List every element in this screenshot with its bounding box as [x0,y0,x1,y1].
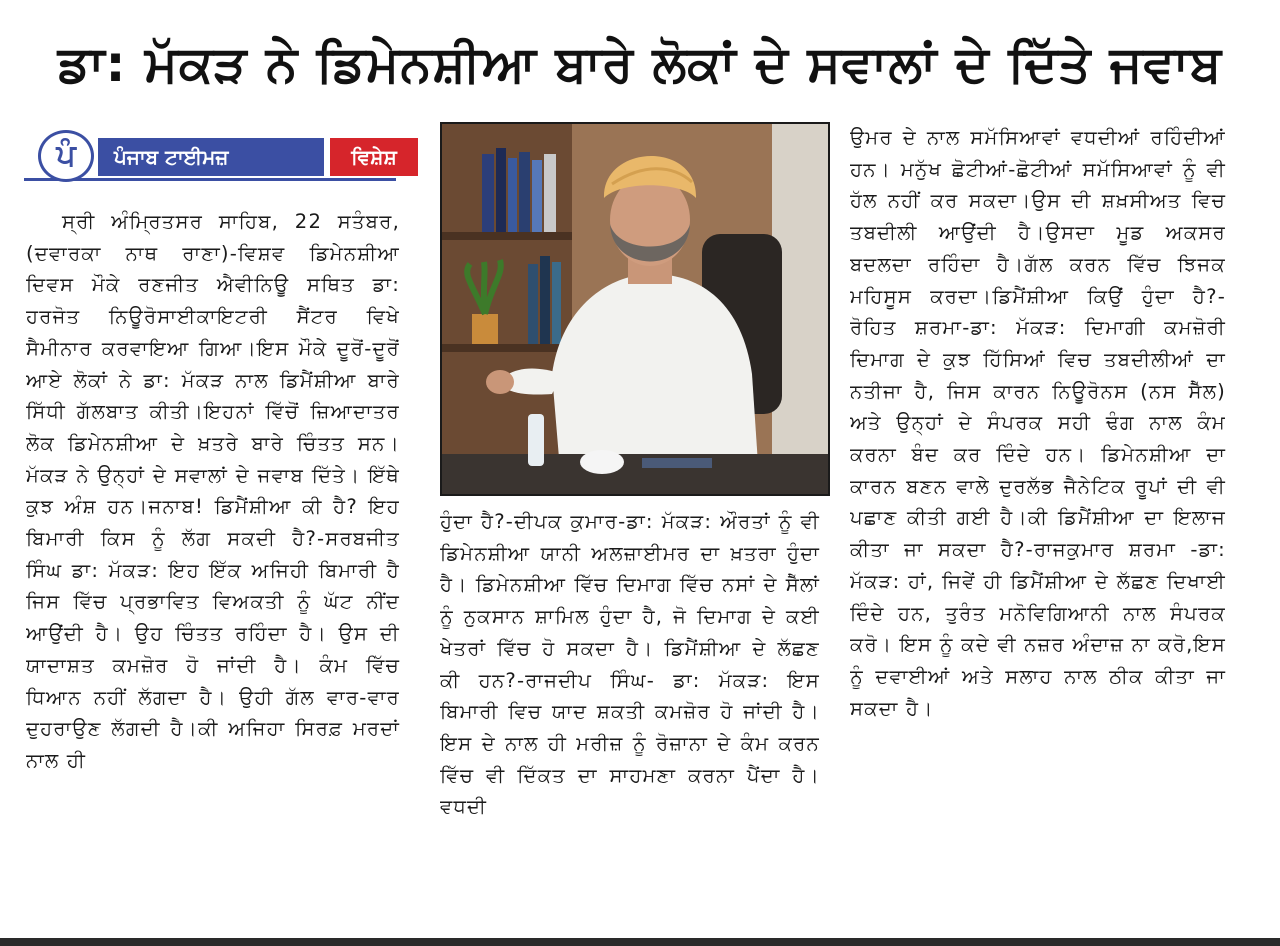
shelf-board [442,344,572,352]
article-text-column-1: ਸ੍ਰੀ ਅੰਮ੍ਰਿਤਸਰ ਸਾਹਿਬ, 22 ਸਤੰਬਰ, (ਦਵਾਰਕਾ ਨਾਥ ਰਾਣਾ)-ਵਿਸ਼ਵ ਡਿਮੇਨਸ਼ੀਆ ਦਿਵਸ ਮੌਕੇ ਰਣਜੀਤ ਐਵੀਨਿਊ ਸਥਿਤ ਡਾ: ਹਰਜੋਤ ਨਿਊਰੋਸਾਈਕਾਇਟਰੀ ਸੈਂਟਰ ਵਿਖੇ ਸੈਮੀਨਾਰ ਕਰਵਾਇਆ ਗਿਆ।ਇਸ ਮੌਕੇ ਦੂਰੋਂ-ਦੂਰੋਂ ਆਏ ਲੋਕਾਂ ਨੇ ਡਾ: ਮੱਕੜ ਨਾਲ ਡਿਮੈਂਸ਼ੀਆ ਬਾਰੇ ਸਿੱਧੀ ਗੱਲਬਾਤ ਕੀਤੀ।ਇਹਨਾਂ ਵਿੱਚੋਂ ਜ਼ਿਆਦਾਤਰ ਲੋਕ ਡਿਮੇਨਸ਼ੀਆ ਦੇ ਖ਼ਤਰੇ ਬਾਰੇ ਚਿੰਤਤ ਸਨ।ਮੱਕੜ ਨੇ ਉਨ੍ਹਾਂ ਦੇ ਸਵਾਲਾਂ ਦੇ ਜਵਾਬ ਦਿੱਤੇ। ਇੱਥੇ ਕੁਝ ਅੰਸ਼ ਹਨ।ਜਨਾਬ! ਡਿਮੈਂਸ਼ੀਆ ਕੀ ਹੈ? ਇਹ ਬਿਮਾਰੀ ਕਿਸ ਨੂੰ ਲੱਗ ਸਕਦੀ ਹੈ?-ਸਰਬਜੀਤ ਸਿੰਘ ਡਾ: ਮੱਕੜ: ਇਹ ਇੱਕ ਅਜਿਹੀ ਬਿਮਾਰੀ ਹੈ ਜਿਸ ਵਿੱਚ ਪ੍ਰਭਾਵਿਤ ਵਿਅਕਤੀ ਨੂੰ ਘੱਟ ਨੀਂਦ ਆਉਂਦੀ ਹੈ। ਉਹ ਚਿੰਤਤ ਰਹਿੰਦਾ ਹੈ। ਉਸ ਦੀ ਯਾਦਾਸ਼ਤ ਕਮਜ਼ੋਰ ਹੋ ਜਾਂਦੀ ਹੈ। ਕੰਮ ਵਿੱਚ ਧਿਆਨ ਨਹੀਂ ਲੱਗਦਾ ਹੈ। ਉਹੀ ਗੱਲ ਵਾਰ-ਵਾਰ ਦੁਹਰਾਉਣ ਲੱਗਦੀ ਹੈ।ਕੀ ਅਜਿਹਾ ਸਿਰਫ਼ ਮਰਦਾਂ ਨਾਲ ਹੀ [26,210,400,772]
desk [442,454,828,494]
book [528,264,538,344]
book [482,154,494,232]
book [496,148,506,232]
article-column-2 [440,506,820,938]
doctor-photo [440,122,830,496]
book [508,158,517,232]
doctor-photo-illustration [442,124,828,494]
article-column-3 [850,122,1226,938]
sanitizer-bottle [528,414,544,466]
publication-name: ਪੰਜਾਬ ਟਾਈਮਜ਼ [98,138,324,176]
bottom-rule [0,938,1280,946]
plant-pot [472,314,498,344]
article-text-column-3: ਉਮਰ ਦੇ ਨਾਲ ਸਮੱਸਿਆਵਾਂ ਵਧਦੀਆਂ ਰਹਿੰਦੀਆਂ ਹਨ। ਮਨੁੱਖ ਛੋਟੀਆਂ-ਛੋਟੀਆਂ ਸਮੱਸਿਆਵਾਂ ਨੂੰ ਵੀ ਹੱਲ ਨਹੀਂ ਕਰ ਸਕਦਾ।ਉਸ ਦੀ ਸ਼ਖ਼ਸੀਅਤ ਵਿਚ ਤਬਦੀਲੀ ਆਉਂਦੀ ਹੈ।ਉਸਦਾ ਮੂਡ ਅਕਸਰ ਬਦਲਦਾ ਰਹਿੰਦਾ ਹੈ।ਗੱਲ ਕਰਨ ਵਿੱਚ ਝਿਜਕ ਮਹਿਸੂਸ ਕਰਦਾ।ਡਿਮੈਂਸ਼ੀਆ ਕਿਉਂ ਹੁੰਦਾ ਹੈ?-ਰੋਹਿਤ ਸ਼ਰਮਾ-ਡਾ: ਮੱਕੜ: ਦਿਮਾਗੀ ਕਮਜ਼ੋਰੀ ਦਿਮਾਗ ਦੇ ਕੁਝ ਹਿੱਸਿਆਂ ਵਿਚ ਤਬਦੀਲੀਆਂ ਦਾ ਨਤੀਜਾ ਹੈ, ਜਿਸ ਕਾਰਨ ਨਿਊਰੋਨਸ (ਨਸ ਸੈੱਲ) ਅਤੇ ਉਨ੍ਹਾਂ ਦੇ ਸੰਪਰਕ ਸਹੀ ਢੰਗ ਨਾਲ ਕੰਮ ਕਰਨਾ ਬੰਦ ਕਰ ਦਿੰਦੇ ਹਨ। ਡਿਮੇਨਸ਼ੀਆ ਦਾ ਕਾਰਨ ਬਣਨ ਵਾਲੇ ਦੁਰਲੱਭ ਜੈਨੇਟਿਕ ਰੂਪਾਂ ਦੀ ਵੀ ਪਛਾਣ ਕੀਤੀ ਗਈ ਹੈ।ਕੀ ਡਿਮੈਂਸ਼ੀਆ ਦਾ ਇਲਾਜ ਕੀਤਾ ਜਾ ਸਕਦਾ ਹੈ?-ਰਾਜਕੁਮਾਰ ਸ਼ਰਮਾ -ਡਾ: ਮੱਕੜ: ਹਾਂ, ਜਿਵੇਂ ਹੀ ਡਿਮੈਂਸ਼ੀਆ ਦੇ ਲੱਛਣ ਦਿਖਾਈ ਦਿੰਦੇ ਹਨ, ਤੁਰੰਤ ਮਨੋਵਿਗਿਆਨੀ ਨਾਲ ਸੰਪਰਕ ਕਰੋ। ਇਸ ਨੂੰ ਕਦੇ ਵੀ ਨਜ਼ਰ ਅੰਦਾਜ਼ ਨਾ ਕਰੋ,ਇਸ ਨੂੰ ਦਵਾਈਆਂ ਅਤੇ ਸਲਾਹ ਨਾਲ ਠੀਕ ਕੀਤਾ ਜਾ ਸਕਦਾ ਹੈ। [850,126,1226,720]
book [519,152,530,232]
book [540,256,550,344]
publication-brand [24,130,396,184]
book [532,160,542,232]
book [544,154,556,232]
section-badge: ਵਿਸ਼ੇਸ਼ [330,138,418,176]
cup [580,450,624,474]
phone [642,458,712,468]
article-text-column-2: ਹੁੰਦਾ ਹੈ?-ਦੀਪਕ ਕੁਮਾਰ-ਡਾ: ਮੱਕੜ: ਔਰਤਾਂ ਨੂੰ ਵੀ ਡਿਮੇਨਸ਼ੀਆ ਯਾਨੀ ਅਲਜ਼ਾਈਮਰ ਦਾ ਖ਼ਤਰਾ ਹੁੰਦਾ ਹੈ। ਡਿਮੇਨਸ਼ੀਆ ਵਿੱਚ ਦਿਮਾਗ ਵਿੱਚ ਨਸਾਂ ਦੇ ਸੈੱਲਾਂ ਨੂੰ ਨੁਕਸਾਨ ਸ਼ਾਮਿਲ ਹੁੰਦਾ ਹੈ, ਜੋ ਦਿਮਾਗ ਦੇ ਕਈ ਖੇਤਰਾਂ ਵਿੱਚ ਹੋ ਸਕਦਾ ਹੈ। ਡਿਮੈਂਸ਼ੀਆ ਦੇ ਲੱਛਣ ਕੀ ਹਨ?-ਰਾਜਦੀਪ ਸਿੰਘ- ਡਾ: ਮੱਕੜ: ਇਸ ਬਿਮਾਰੀ ਵਿਚ ਯਾਦ ਸ਼ਕਤੀ ਕਮਜ਼ੋਰ ਹੋ ਜਾਂਦੀ ਹੈ।ਇਸ ਦੇ ਨਾਲ ਹੀ ਮਰੀਜ਼ ਨੂੰ ਰੋਜ਼ਾਨਾ ਦੇ ਕੰਮ ਕਰਨ ਵਿੱਚ ਵੀ ਦਿੱਕਤ ਦਾ ਸਾਹਮਣਾ ਕਰਨਾ ਪੈਂਦਾ ਹੈ।ਵਧਦੀ [440,510,820,819]
headline: ਡਾ: ਮੱਕੜ ਨੇ ਡਿਮੇਨਸ਼ੀਆ ਬਾਰੇ ਲੋਕਾਂ ਦੇ ਸਵਾਲਾਂ ਦੇ ਦਿੱਤੇ ਜਵਾਬ [57,35,1223,93]
hand [486,370,514,394]
shelf-board [442,232,572,240]
logo-icon: ਪੰ [38,130,94,182]
article-column-1 [26,206,400,938]
book [552,262,561,344]
